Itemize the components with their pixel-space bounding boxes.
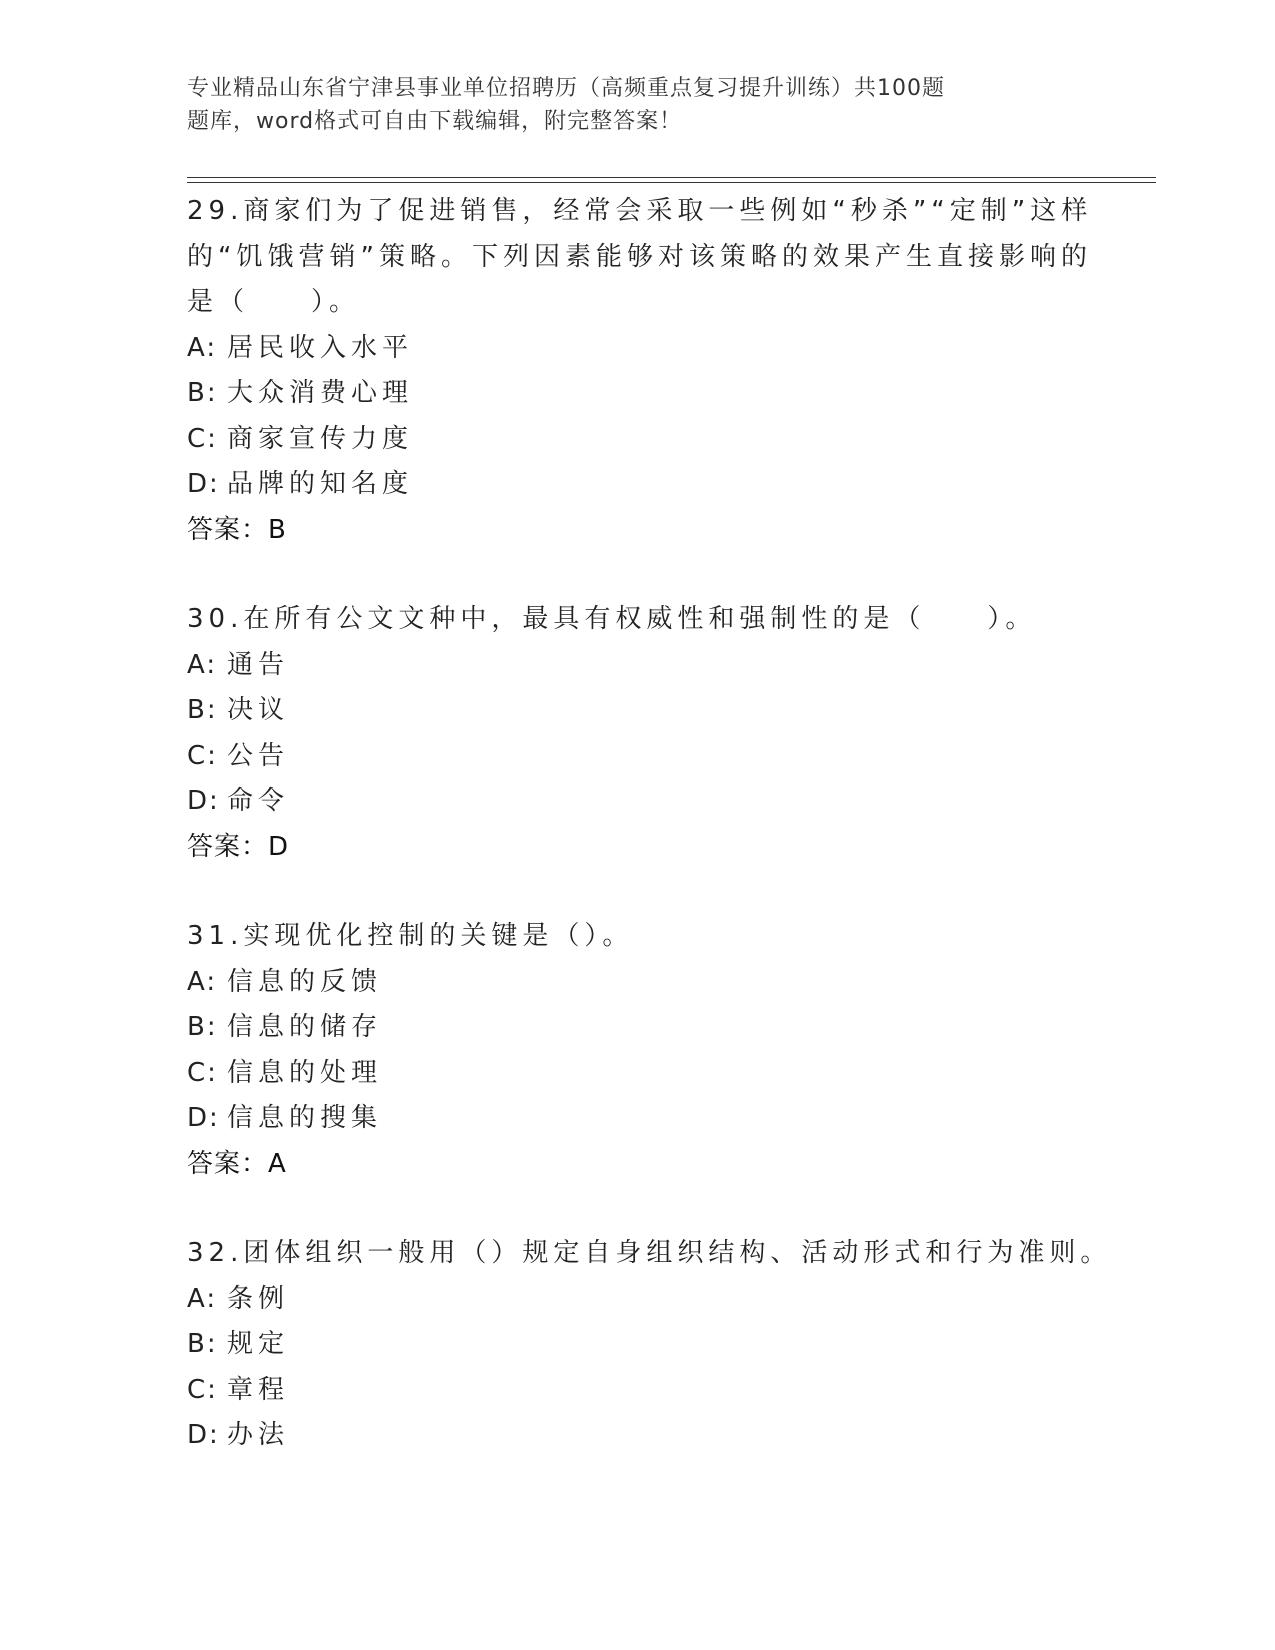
option-b (187, 1322, 1107, 1368)
answer-line: 答案：A (187, 1148, 287, 1179)
option-text: 公告 (227, 740, 290, 771)
header-divider-bottom (187, 182, 1156, 183)
question-stem-line: 32.团体组织一般用（）规定自身组织结构、活动形式和行为准则。 (187, 1238, 1112, 1268)
option-text: 居民收入水平 (227, 332, 414, 363)
document-header (187, 72, 1027, 138)
option-prefix: D: (187, 1420, 220, 1450)
option-text: 决议 (227, 695, 290, 725)
question-list (187, 189, 1112, 1459)
option-d (187, 779, 1107, 825)
option-text: 条例 (227, 1283, 290, 1314)
question-stem-line: 31.实现优化控制的关键是（）。 (187, 921, 634, 951)
option-text: 命令 (227, 786, 290, 816)
question-stem-line: 的“饥饿营销”策略。下列因素能够对该策略的效果产生直接影响的 (187, 241, 1092, 272)
option-prefix: A: (187, 1283, 218, 1314)
option-prefix: B: (187, 1329, 218, 1359)
option-prefix: B: (187, 695, 218, 725)
option-prefix: B: (187, 378, 218, 408)
answer-line: 答案：D (187, 831, 290, 862)
option-prefix: A: (187, 966, 218, 997)
option-prefix: C: (187, 740, 218, 771)
option-prefix: D: (187, 1103, 220, 1133)
option-c (187, 1368, 1107, 1414)
option-a (187, 1277, 1107, 1323)
option-prefix: B: (187, 1012, 218, 1042)
option-text: 品牌的知名度 (227, 469, 414, 499)
option-text: 规定 (227, 1329, 290, 1359)
option-prefix: C: (187, 423, 218, 454)
option-c (187, 417, 1107, 463)
option-b (187, 1005, 1107, 1051)
question-31 (187, 914, 1107, 1187)
question-29 (187, 189, 1107, 553)
header-line-2: 题库，word格式可自由下载编辑，附完整答案！ (187, 109, 683, 134)
option-d (187, 1096, 1107, 1142)
option-prefix: D: (187, 469, 220, 499)
option-text: 信息的处理 (227, 1057, 383, 1088)
option-prefix: A: (187, 649, 218, 680)
option-prefix: C: (187, 1057, 218, 1088)
option-prefix: A: (187, 332, 218, 363)
option-a (187, 326, 1107, 372)
question-stem-line: 是（ ）。 (187, 287, 361, 317)
option-b (187, 688, 1107, 734)
header-line-1: 专业精品山东省宁津县事业单位招聘历（高频重点复习提升训练）共100题 (187, 76, 945, 101)
option-d (187, 462, 1107, 508)
option-c (187, 1051, 1107, 1097)
option-text: 大众消费心理 (227, 378, 414, 408)
option-a (187, 643, 1107, 689)
option-text: 通告 (227, 649, 290, 680)
option-prefix: C: (187, 1374, 218, 1405)
option-b (187, 371, 1107, 417)
option-d (187, 1413, 1107, 1459)
question-stem-line: 30.在所有公文文种中，最具有权威性和强制性的是（ ）。 (187, 604, 1037, 634)
option-text: 信息的反馈 (227, 966, 383, 997)
option-text: 信息的搜集 (227, 1103, 383, 1133)
option-c (187, 734, 1107, 780)
question-stem-line: 29.商家们为了促进销售，经常会采取一些例如“秒杀”“定制”这样 (187, 196, 1093, 226)
question-30 (187, 597, 1107, 870)
header-divider-top (187, 177, 1156, 178)
option-prefix: D: (187, 786, 220, 816)
option-a (187, 960, 1107, 1006)
option-text: 商家宣传力度 (227, 423, 414, 454)
answer-line: 答案：B (187, 514, 287, 545)
option-text: 信息的储存 (227, 1012, 383, 1042)
option-text: 办法 (227, 1420, 290, 1450)
question-32 (187, 1231, 1112, 1459)
option-text: 章程 (227, 1374, 290, 1405)
